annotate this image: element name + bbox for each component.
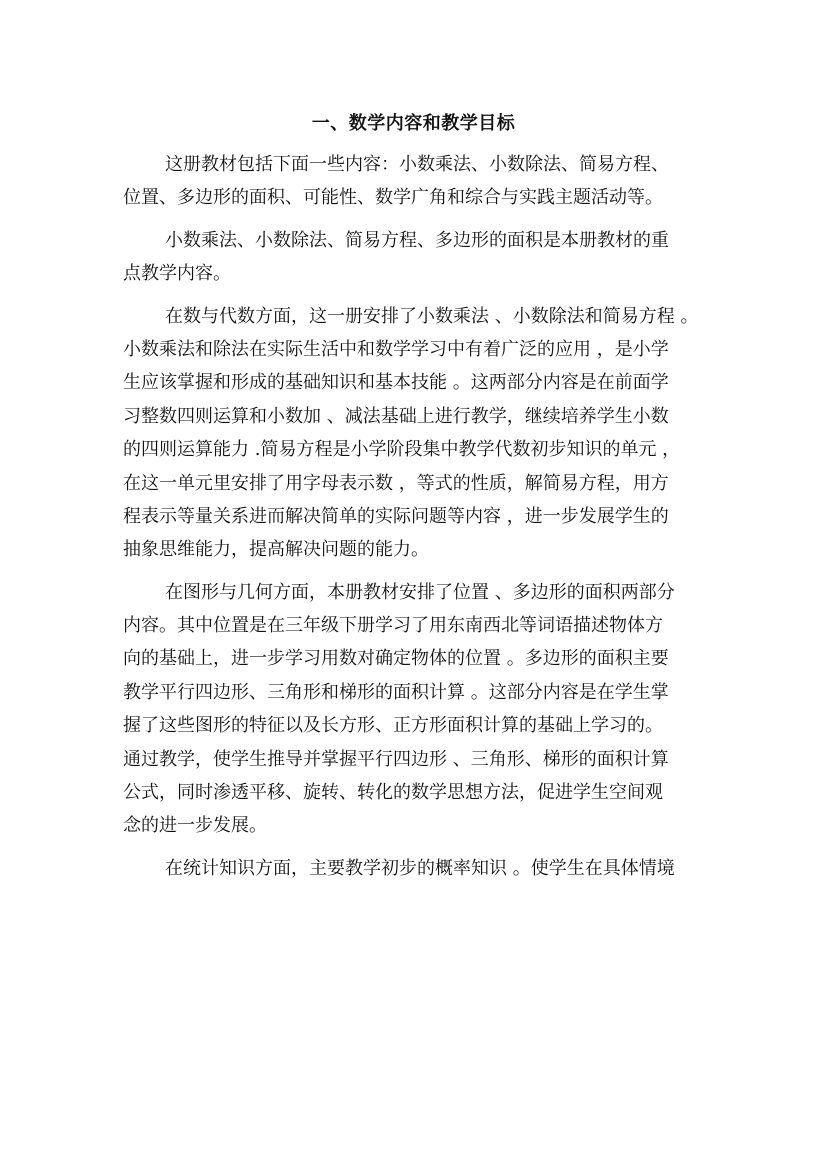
paragraph-number-algebra [123, 300, 713, 576]
paragraph-contents [123, 148, 713, 224]
text-line: 在图形与几何方面，本册教材安排了位置 、多边形的面积两部分 [165, 581, 675, 603]
text-line: 握了这些图形的特征以及长方形、正方形面积计算的基础上学习的。 [123, 715, 663, 737]
text-line: 小数乘法、小数除法、简易方程、多边形的面积是本册教材的重 [165, 229, 669, 251]
text-line: 在统计知识方面，主要教学初步的概率知识 。使学生在具体情境 [165, 857, 675, 879]
text-line: 习整数四则运算和小数加 、减法基础上进行教学，继续培养学生小数 [123, 405, 669, 427]
text-line: 位置、多边形的面积、可能性、数学广角和综合与实践主题活动等。 [123, 187, 663, 209]
text-line: 生应该掌握和形成的基础知识和基本技能 。这两部分内容是在前面学 [123, 372, 669, 394]
paragraph-geometry [123, 576, 713, 852]
text-line: 小数乘法和除法在实际生活中和数学学习中有着广泛的应用 ，是小学 [123, 338, 669, 360]
text-line: 通过教学，使学生推导并掌握平行四边形 、三角形、梯形的面积计算 [123, 748, 669, 770]
text-line: 点教学内容。 [123, 263, 231, 285]
text-line: 内容。其中位置是在三年级下册学习了用东南西北等词语描述物体方 [123, 615, 663, 637]
text-line: 程表示等量关系进而解决简单的实际问题等内容 ，进一步发展学生的 [123, 505, 669, 527]
paragraph-statistics [123, 852, 713, 894]
text-line: 抽象思维能力，提高解决问题的能力。 [123, 539, 429, 561]
text-line: 的四则运算能力 .简易方程是小学阶段集中教学代数初步知识的单元 ， [123, 439, 681, 461]
text-line: 在数与代数方面，这一册安排了小数乘法 、小数除法和简易方程 。 [165, 305, 699, 327]
paragraph-key-content [123, 224, 713, 300]
text-line: 念的进一步发展。 [123, 815, 267, 837]
section-heading: 一、数学内容和教学目标 [311, 113, 516, 134]
text-line: 在这一单元里安排了用字母表示数 ，等式的性质，解简易方程，用方 [123, 472, 669, 494]
text-line: 向的基础上，进一步学习用数对确定物体的位置 。多边形的面积主要 [123, 648, 669, 670]
text-line: 公式，同时渗透平移、旋转、转化的数学思想方法，促进学生空间观 [123, 782, 663, 804]
text-line: 教学平行四边形、三角形和梯形的面积计算 。这部分内容是在学生掌 [123, 681, 669, 703]
body-text [123, 148, 713, 894]
text-line: 这册教材包括下面一些内容：小数乘法、小数除法、简易方程、 [165, 154, 669, 175]
